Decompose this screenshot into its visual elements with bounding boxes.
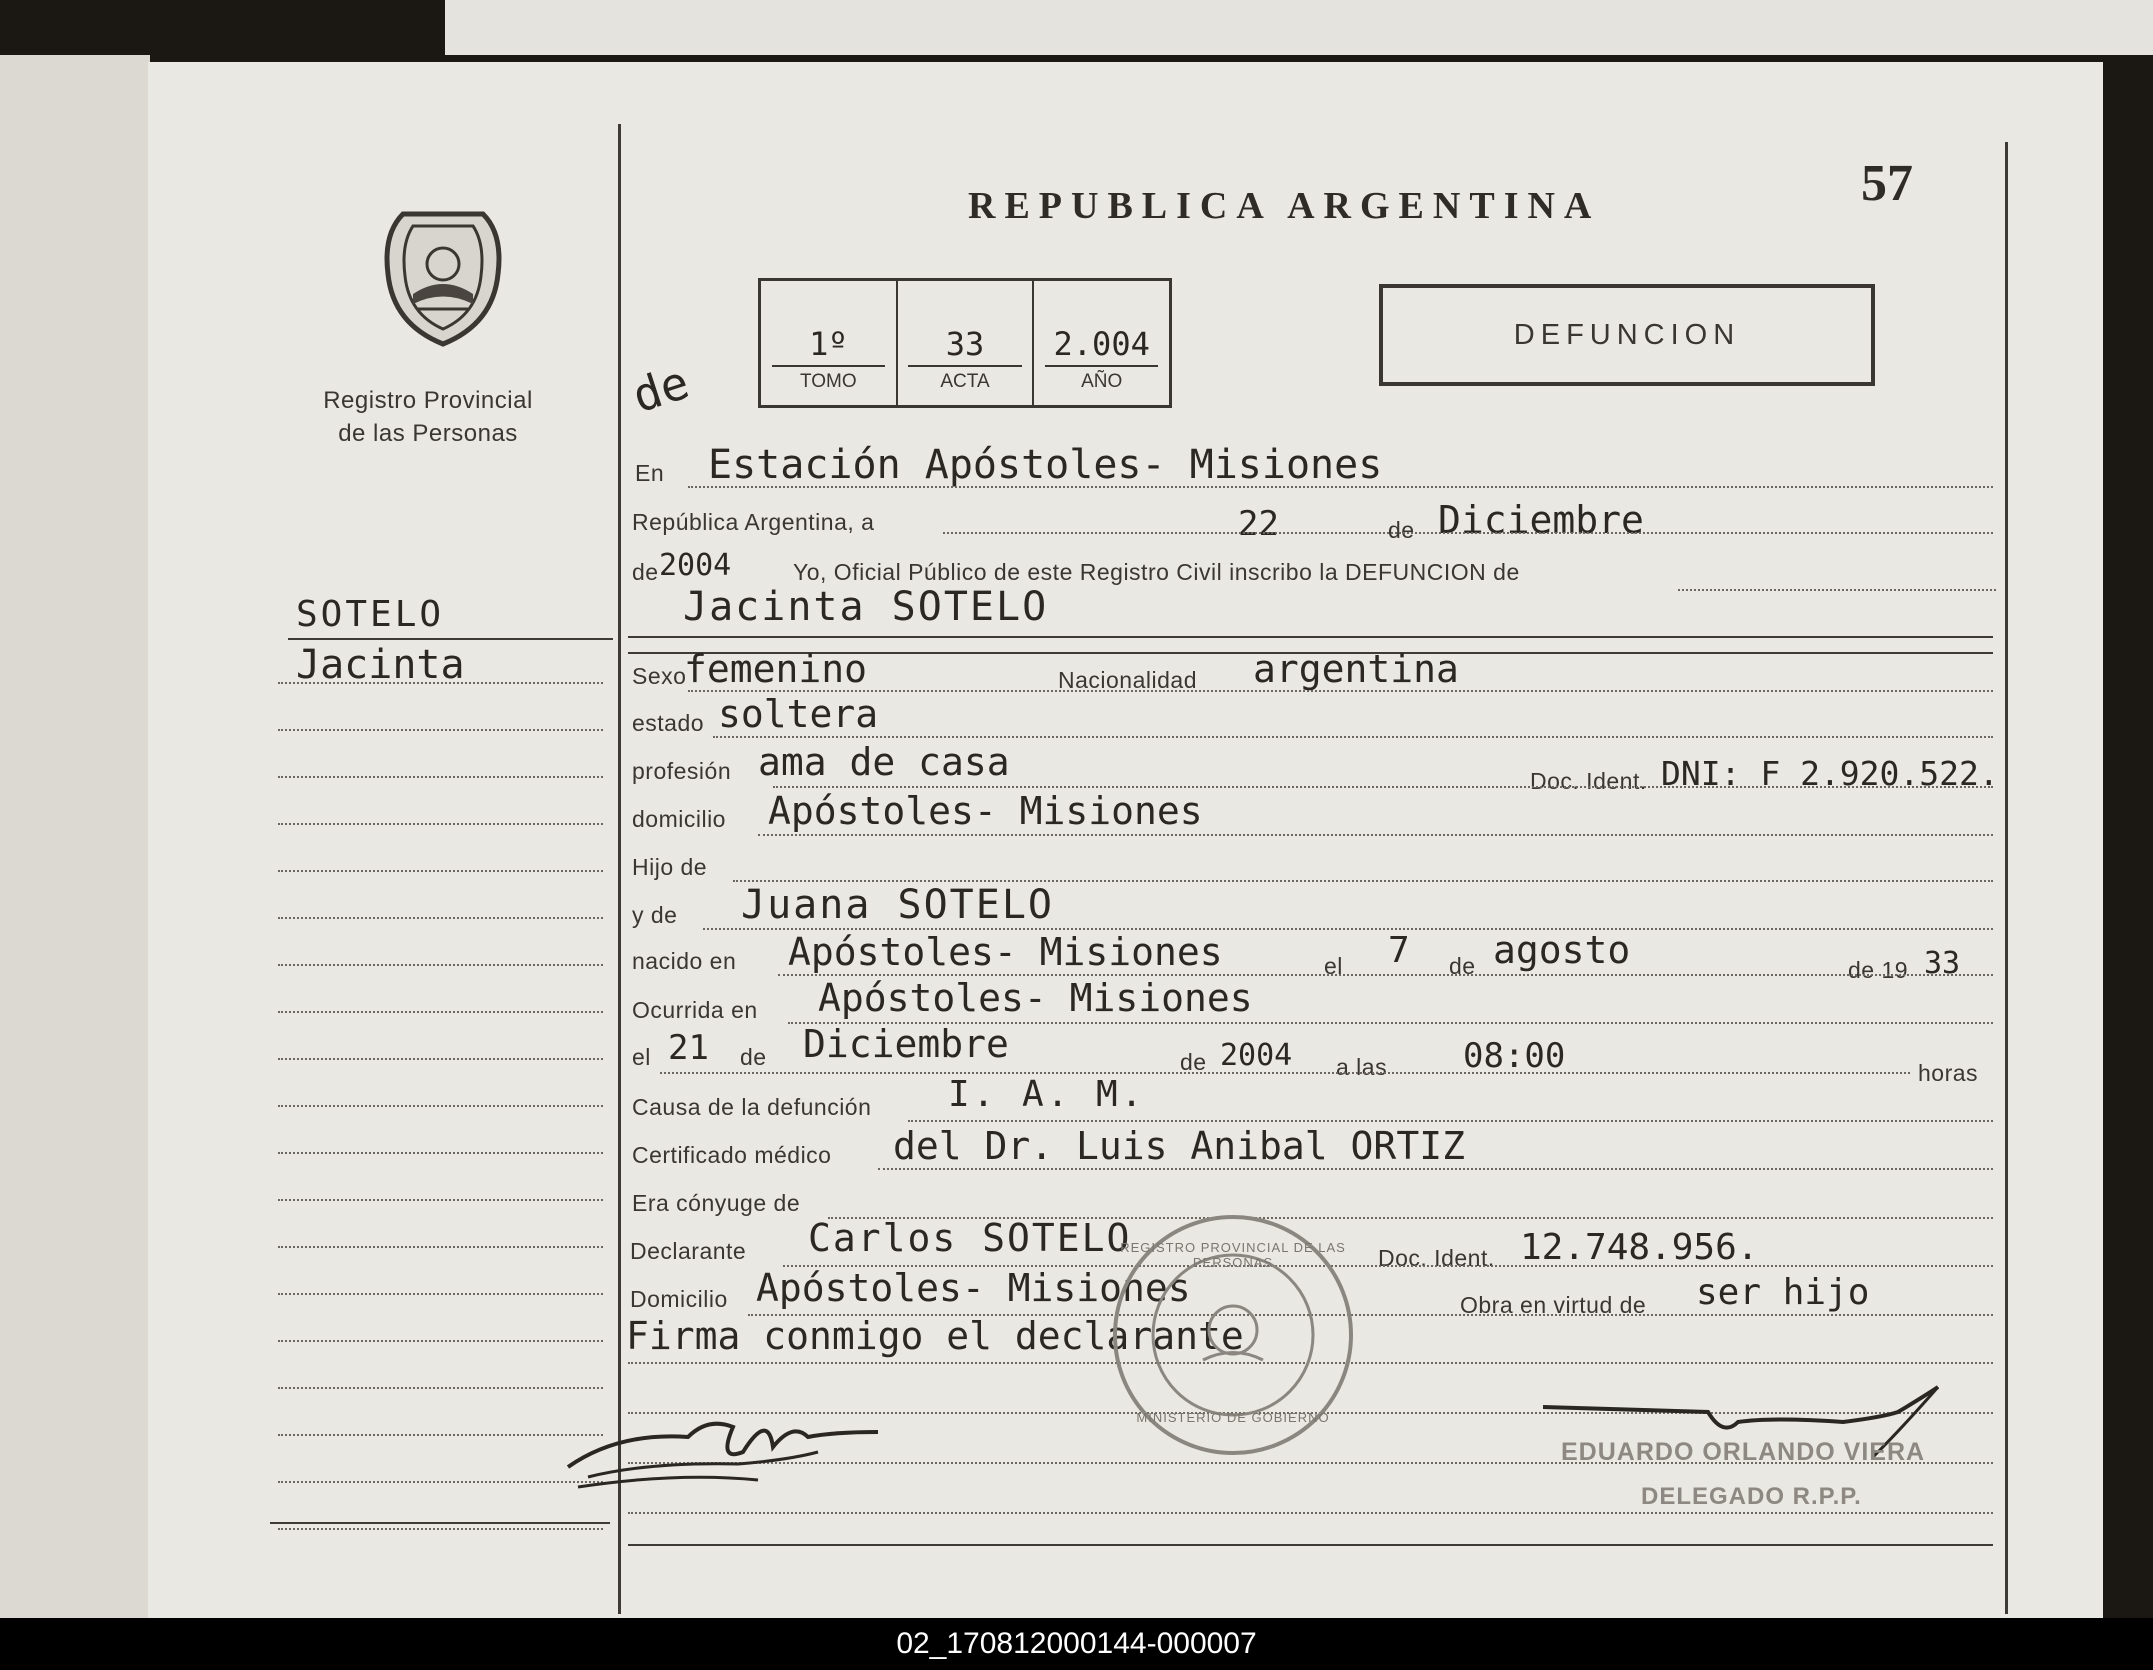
de3-label: de (740, 1044, 767, 1070)
causa-label: Causa de la defunción (632, 1094, 872, 1120)
page-top-edge (445, 0, 2153, 55)
sexo-value: femenino (684, 647, 868, 691)
en-value: Estación Apóstoles- Misiones (708, 442, 1383, 488)
alas-label: a las (1336, 1054, 1388, 1080)
year-prefix: de (632, 559, 659, 585)
left-page-edge (0, 55, 150, 1618)
blank-line (628, 1512, 1993, 1514)
image-id-footer: 02_170812000144-000007 (0, 1618, 2153, 1670)
domicilio-value: Apóstoles- Misiones (768, 789, 1203, 833)
country-title: REPUBLICA ARGENTINA (968, 185, 1601, 227)
ocurrida-value: Apóstoles- Misiones (818, 976, 1253, 1020)
republica-label: República Argentina, a (632, 509, 875, 535)
firma-text: Firma conmigo el declarante (626, 1314, 1244, 1358)
estado-value: soltera (718, 692, 879, 736)
doc2-label: Doc. Ident. (1378, 1245, 1495, 1271)
de2-label: de (1449, 953, 1476, 979)
estado-line (713, 736, 1993, 738)
fecha-line (660, 1072, 1910, 1074)
page-number: 57 (1861, 155, 1913, 212)
nacido-label: nacido en (632, 948, 737, 974)
acta-label: ACTA (940, 371, 990, 392)
domicilio2-label: Domicilio (630, 1286, 728, 1312)
inscribo-line (1678, 589, 1996, 591)
tomo-cell (761, 281, 898, 405)
ano-label: AÑO (1081, 371, 1123, 392)
year-value: 2004 (659, 548, 732, 583)
margin-given-name: Jacinta (296, 642, 465, 688)
el2-label: el (632, 1044, 651, 1070)
death-month: Diciembre (803, 1022, 1009, 1066)
obra-label: Obra en virtud de (1460, 1292, 1647, 1318)
bottom-rule (628, 1544, 1993, 1546)
deceased-line (628, 636, 1993, 638)
birth-year: 33 (1924, 946, 1961, 981)
doc-value: DNI: F 2.920.522. (1661, 754, 1999, 793)
registry-name (308, 384, 548, 450)
ano-value: 2.004 (1053, 325, 1150, 363)
registry-line2: de las Personas (338, 420, 518, 447)
nacionalidad-value: argentina (1253, 647, 1459, 691)
ocurrida-label: Ocurrida en (632, 997, 758, 1023)
sexo-line (688, 690, 1993, 692)
causa-line (908, 1120, 1993, 1122)
official-stamp (1108, 1210, 1358, 1460)
declarante-value: Carlos SOTELO (808, 1216, 1132, 1260)
margin-surname: SOTELO (296, 594, 445, 635)
day-value: 22 (1238, 504, 1279, 544)
doc-label: Doc. Ident. (1530, 768, 1647, 794)
tomo-value: 1º (809, 325, 848, 363)
birth-month: agosto (1493, 928, 1631, 972)
sexo-label: Sexo (632, 663, 687, 689)
hijo-label: Hijo de (632, 854, 708, 880)
official-title: DELEGADO R.P.P. (1641, 1483, 1862, 1510)
register-page (148, 62, 2103, 1618)
tomo-label: TOMO (800, 371, 857, 392)
causa-value: I. A. M. (948, 1074, 1146, 1115)
de4-label: de (1180, 1049, 1207, 1075)
nacionalidad-label: Nacionalidad (1058, 667, 1197, 693)
birth-day: 7 (1388, 930, 1410, 971)
act-type-box (1379, 284, 1875, 386)
record-prefix: de (626, 354, 696, 424)
certificado-line (878, 1168, 1993, 1170)
acta-cell (898, 281, 1035, 405)
death-time: 08:00 (1463, 1036, 1566, 1076)
profesion-label: profesión (632, 758, 732, 784)
yde-value: Juana SOTELO (741, 882, 1054, 928)
horas-label: horas (1918, 1060, 1979, 1086)
domicilio-line (758, 834, 1993, 836)
yde-label: y de (632, 902, 678, 928)
stamp-ring-text: REGISTRO PROVINCIAL DE LAS PERSONAS (1120, 1240, 1346, 1270)
stamp-ring-bottom: MINISTERIO DE GOBIERNO (1136, 1410, 1330, 1425)
certificado-value: del Dr. Luis Anibal ORTIZ (893, 1124, 1465, 1168)
acta-value: 33 (945, 325, 985, 363)
de-label: de (1388, 517, 1415, 543)
nacido-value: Apóstoles- Misiones (788, 930, 1223, 974)
certificado-label: Certificado médico (632, 1142, 832, 1168)
en-line (688, 486, 1993, 488)
death-day: 21 (668, 1028, 709, 1068)
de19-label: de 19 (1848, 957, 1909, 983)
ano-cell (1034, 281, 1169, 405)
margin-divider-line (618, 124, 621, 1614)
estado-label: estado (632, 710, 705, 736)
domicilio-label: domicilio (632, 806, 726, 832)
act-type-label: DEFUNCION (1513, 319, 1741, 351)
right-border-line (2005, 142, 2008, 1614)
registry-line1: Registro Provincial (323, 387, 533, 414)
domicilio2-value: Apóstoles- Misiones (756, 1266, 1191, 1310)
date-line (943, 532, 1993, 534)
conyuge-label: Era cónyuge de (632, 1190, 801, 1216)
el-label: el (1324, 953, 1343, 979)
province-seal-icon (373, 204, 513, 354)
profesion-value: ama de casa (758, 740, 1010, 784)
month-value: Diciembre (1438, 498, 1644, 542)
official-name: EDUARDO ORLANDO VIERA (1561, 1438, 1926, 1466)
death-year: 2004 (1220, 1038, 1293, 1073)
declarant-signature (558, 1392, 888, 1502)
en-label: En (635, 460, 665, 486)
doc2-value: 12.748.956. (1520, 1227, 1759, 1268)
profesion-line (773, 786, 1993, 788)
margin-surname-line (288, 638, 613, 640)
obra-value: ser hijo (1696, 1272, 1870, 1313)
declarante-label: Declarante (630, 1238, 747, 1264)
inscribo-text: Yo, Oficial Público de este Registro Civil inscribo la DEFUNCION de (793, 559, 1520, 585)
record-box (758, 278, 1172, 408)
deceased-name: Jacinta SOTELO (683, 584, 1049, 630)
